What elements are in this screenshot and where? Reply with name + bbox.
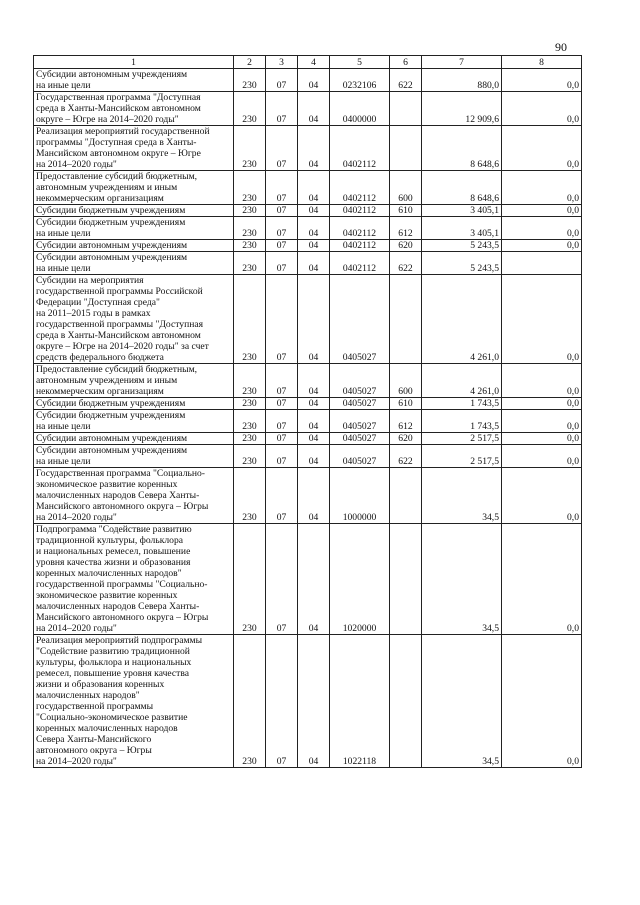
row-value-cell: 1020000 (330, 524, 390, 635)
header-row (34, 56, 582, 69)
row-value-cell: 8 648,6 (422, 126, 502, 171)
table-row (34, 275, 582, 364)
column-header: 4 (298, 56, 330, 69)
row-value-cell: 0,0 (502, 635, 582, 768)
row-value-cell (390, 275, 422, 364)
row-value-cell: 230 (234, 398, 266, 410)
row-value-cell: 1022118 (330, 635, 390, 768)
row-value-cell (502, 252, 582, 275)
row-value-cell: 1 743,5 (422, 410, 502, 433)
table-row (34, 92, 582, 126)
table-row (34, 240, 582, 252)
row-value-cell: 07 (266, 92, 298, 126)
row-value-cell: 230 (234, 433, 266, 445)
row-value-cell: 34,5 (422, 468, 502, 524)
row-value-cell: 3 405,1 (422, 205, 502, 217)
row-name-cell: Субсидии бюджетным учреждениям на иные цели (34, 217, 234, 240)
row-value-cell: 04 (298, 433, 330, 445)
table-row (34, 445, 582, 468)
row-value-cell: 230 (234, 364, 266, 398)
row-value-cell: 07 (266, 410, 298, 433)
row-value-cell: 04 (298, 635, 330, 768)
row-value-cell: 0,0 (502, 126, 582, 171)
row-value-cell: 07 (266, 171, 298, 205)
row-value-cell: 07 (266, 433, 298, 445)
row-value-cell: 07 (266, 126, 298, 171)
row-value-cell: 04 (298, 275, 330, 364)
row-value-cell: 0,0 (502, 171, 582, 205)
row-value-cell: 622 (390, 252, 422, 275)
row-value-cell: 04 (298, 126, 330, 171)
row-value-cell: 0402112 (330, 252, 390, 275)
row-value-cell: 0,0 (502, 69, 582, 92)
row-value-cell: 230 (234, 410, 266, 433)
row-value-cell: 07 (266, 468, 298, 524)
row-value-cell: 07 (266, 445, 298, 468)
row-value-cell: 07 (266, 635, 298, 768)
row-value-cell: 1 743,5 (422, 398, 502, 410)
column-header: 5 (330, 56, 390, 69)
column-header: 6 (390, 56, 422, 69)
row-name-cell: Субсидии бюджетным учреждениям (34, 205, 234, 217)
row-value-cell: 04 (298, 252, 330, 275)
row-value-cell: 612 (390, 410, 422, 433)
row-name-cell: Субсидии автономным учреждениям на иные цели (34, 445, 234, 468)
row-value-cell (390, 524, 422, 635)
row-value-cell (390, 92, 422, 126)
row-name-cell: Реализация мероприятий государственной программы "Доступная среда в Ханты- Мансийском автономном округе – Югре на 2014–2020 годы" (34, 126, 234, 171)
row-value-cell: 4 261,0 (422, 364, 502, 398)
table-row (34, 126, 582, 171)
row-value-cell: 622 (390, 445, 422, 468)
column-header: 2 (234, 56, 266, 69)
row-name-cell: Государственная программа "Социально- экономическое развитие коренных малочисленных народов Севера Ханты- Мансийского автономного округа – Югры на 2014–2020 годы" (34, 468, 234, 524)
row-value-cell: 230 (234, 217, 266, 240)
row-value-cell: 0405027 (330, 445, 390, 468)
row-value-cell: 0405027 (330, 275, 390, 364)
row-value-cell: 0405027 (330, 433, 390, 445)
row-value-cell: 4 261,0 (422, 275, 502, 364)
row-value-cell (390, 126, 422, 171)
row-value-cell: 3 405,1 (422, 217, 502, 240)
row-value-cell: 230 (234, 205, 266, 217)
row-value-cell: 0400000 (330, 92, 390, 126)
row-name-cell: Субсидии на мероприятия государственной программы Российской Федерации "Доступная среда" на 2011–2015 годы в рамках государственной программы "Доступная среда в Ханты-Мансийском автономном округе – Югре на 2014–2020 годы" за счет средств федерального бюджета (34, 275, 234, 364)
row-value-cell (390, 635, 422, 768)
row-value-cell: 230 (234, 252, 266, 275)
row-value-cell: 230 (234, 171, 266, 205)
row-value-cell: 5 243,5 (422, 252, 502, 275)
row-value-cell: 230 (234, 445, 266, 468)
row-value-cell: 230 (234, 275, 266, 364)
row-name-cell: Субсидии бюджетным учреждениям (34, 398, 234, 410)
row-value-cell: 04 (298, 410, 330, 433)
row-value-cell: 230 (234, 92, 266, 126)
column-header: 8 (502, 56, 582, 69)
row-value-cell: 07 (266, 69, 298, 92)
row-value-cell: 04 (298, 171, 330, 205)
row-value-cell: 0,0 (502, 398, 582, 410)
row-value-cell: 0,0 (502, 275, 582, 364)
table-row (34, 524, 582, 635)
row-name-cell: Субсидии автономным учреждениям на иные цели (34, 69, 234, 92)
row-value-cell: 2 517,5 (422, 445, 502, 468)
row-value-cell: 04 (298, 92, 330, 126)
row-value-cell: 0402112 (330, 126, 390, 171)
row-value-cell: 0,0 (502, 240, 582, 252)
row-value-cell: 07 (266, 524, 298, 635)
row-value-cell: 0,0 (502, 205, 582, 217)
row-value-cell: 0405027 (330, 364, 390, 398)
row-value-cell: 0,0 (502, 445, 582, 468)
row-value-cell: 0405027 (330, 410, 390, 433)
row-value-cell: 0,0 (502, 217, 582, 240)
row-value-cell: 8 648,6 (422, 171, 502, 205)
row-value-cell: 230 (234, 468, 266, 524)
table-row (34, 217, 582, 240)
column-header: 3 (266, 56, 298, 69)
row-value-cell: 0,0 (502, 524, 582, 635)
row-value-cell: 5 243,5 (422, 240, 502, 252)
row-value-cell: 600 (390, 364, 422, 398)
row-value-cell: 610 (390, 398, 422, 410)
table-row (34, 205, 582, 217)
row-value-cell: 620 (390, 240, 422, 252)
row-value-cell: 34,5 (422, 524, 502, 635)
row-value-cell: 04 (298, 205, 330, 217)
row-name-cell: Субсидии бюджетным учреждениям на иные цели (34, 410, 234, 433)
row-value-cell: 0,0 (502, 433, 582, 445)
row-value-cell: 612 (390, 217, 422, 240)
table-row (34, 171, 582, 205)
row-value-cell: 0405027 (330, 398, 390, 410)
page-number: 90 (555, 40, 567, 54)
row-name-cell: Субсидии автономным учреждениям (34, 240, 234, 252)
row-value-cell: 04 (298, 468, 330, 524)
table-row (34, 398, 582, 410)
row-value-cell: 880,0 (422, 69, 502, 92)
table-row (34, 433, 582, 445)
row-value-cell: 07 (266, 398, 298, 410)
row-value-cell: 07 (266, 205, 298, 217)
row-value-cell: 0232106 (330, 69, 390, 92)
row-value-cell: 0,0 (502, 364, 582, 398)
row-value-cell (390, 468, 422, 524)
row-value-cell: 0402112 (330, 217, 390, 240)
row-value-cell: 622 (390, 69, 422, 92)
table-row (34, 252, 582, 275)
row-name-cell: Реализация мероприятий подпрограммы "Содействие развитию традиционной культуры, фольклора и национальных ремесел, повышение уровня качества жизни и образования коренных малочисленных народов" государственной программы "Социально-экономическое развитие коренных малочисленных народов Севера Ханты-Мансийского автономного округа – Югры на 2014–2020 годы" (34, 635, 234, 768)
row-value-cell: 0402112 (330, 171, 390, 205)
row-value-cell: 07 (266, 275, 298, 364)
row-name-cell: Субсидии автономным учреждениям (34, 433, 234, 445)
row-value-cell: 0402112 (330, 240, 390, 252)
row-name-cell: Предоставление субсидий бюджетным, автономным учреждениям и иным некоммерческим организациям (34, 171, 234, 205)
table-row (34, 410, 582, 433)
row-value-cell: 620 (390, 433, 422, 445)
table-row (34, 468, 582, 524)
row-value-cell: 230 (234, 69, 266, 92)
row-value-cell: 04 (298, 69, 330, 92)
row-value-cell: 12 909,6 (422, 92, 502, 126)
table-row (34, 635, 582, 768)
row-value-cell: 0402112 (330, 205, 390, 217)
row-value-cell: 34,5 (422, 635, 502, 768)
row-value-cell: 600 (390, 171, 422, 205)
row-value-cell: 07 (266, 364, 298, 398)
table-body (34, 69, 582, 768)
row-value-cell: 0,0 (502, 410, 582, 433)
table-row (34, 69, 582, 92)
row-value-cell: 0,0 (502, 468, 582, 524)
row-value-cell: 04 (298, 217, 330, 240)
row-value-cell: 230 (234, 126, 266, 171)
row-value-cell: 230 (234, 635, 266, 768)
row-value-cell: 07 (266, 240, 298, 252)
row-value-cell: 07 (266, 217, 298, 240)
budget-table (33, 55, 582, 768)
row-value-cell: 04 (298, 398, 330, 410)
row-value-cell: 230 (234, 524, 266, 635)
row-name-cell: Предоставление субсидий бюджетным, автономным учреждениям и иным некоммерческим организациям (34, 364, 234, 398)
row-value-cell: 610 (390, 205, 422, 217)
row-name-cell: Подпрограмма "Содействие развитию традиционной культуры, фольклора и национальных ремесел, повышение уровня качества жизни и образования коренных малочисленных народов" государственной программы "Социально- экономическое развитие коренных малочисленных народов Севера Ханты- Мансийского автономного округа – Югры на 2014–2020 годы" (34, 524, 234, 635)
row-name-cell: Государственная программа "Доступная среда в Ханты-Мансийском автономном округе – Югре на 2014–2020 годы" (34, 92, 234, 126)
row-name-cell: Субсидии автономным учреждениям на иные цели (34, 252, 234, 275)
row-value-cell: 1000000 (330, 468, 390, 524)
table-row (34, 364, 582, 398)
row-value-cell: 04 (298, 524, 330, 635)
row-value-cell: 07 (266, 252, 298, 275)
row-value-cell: 0,0 (502, 92, 582, 126)
column-header: 7 (422, 56, 502, 69)
row-value-cell: 04 (298, 364, 330, 398)
row-value-cell: 2 517,5 (422, 433, 502, 445)
row-value-cell: 04 (298, 445, 330, 468)
column-header: 1 (34, 56, 234, 69)
row-value-cell: 230 (234, 240, 266, 252)
row-value-cell: 04 (298, 240, 330, 252)
